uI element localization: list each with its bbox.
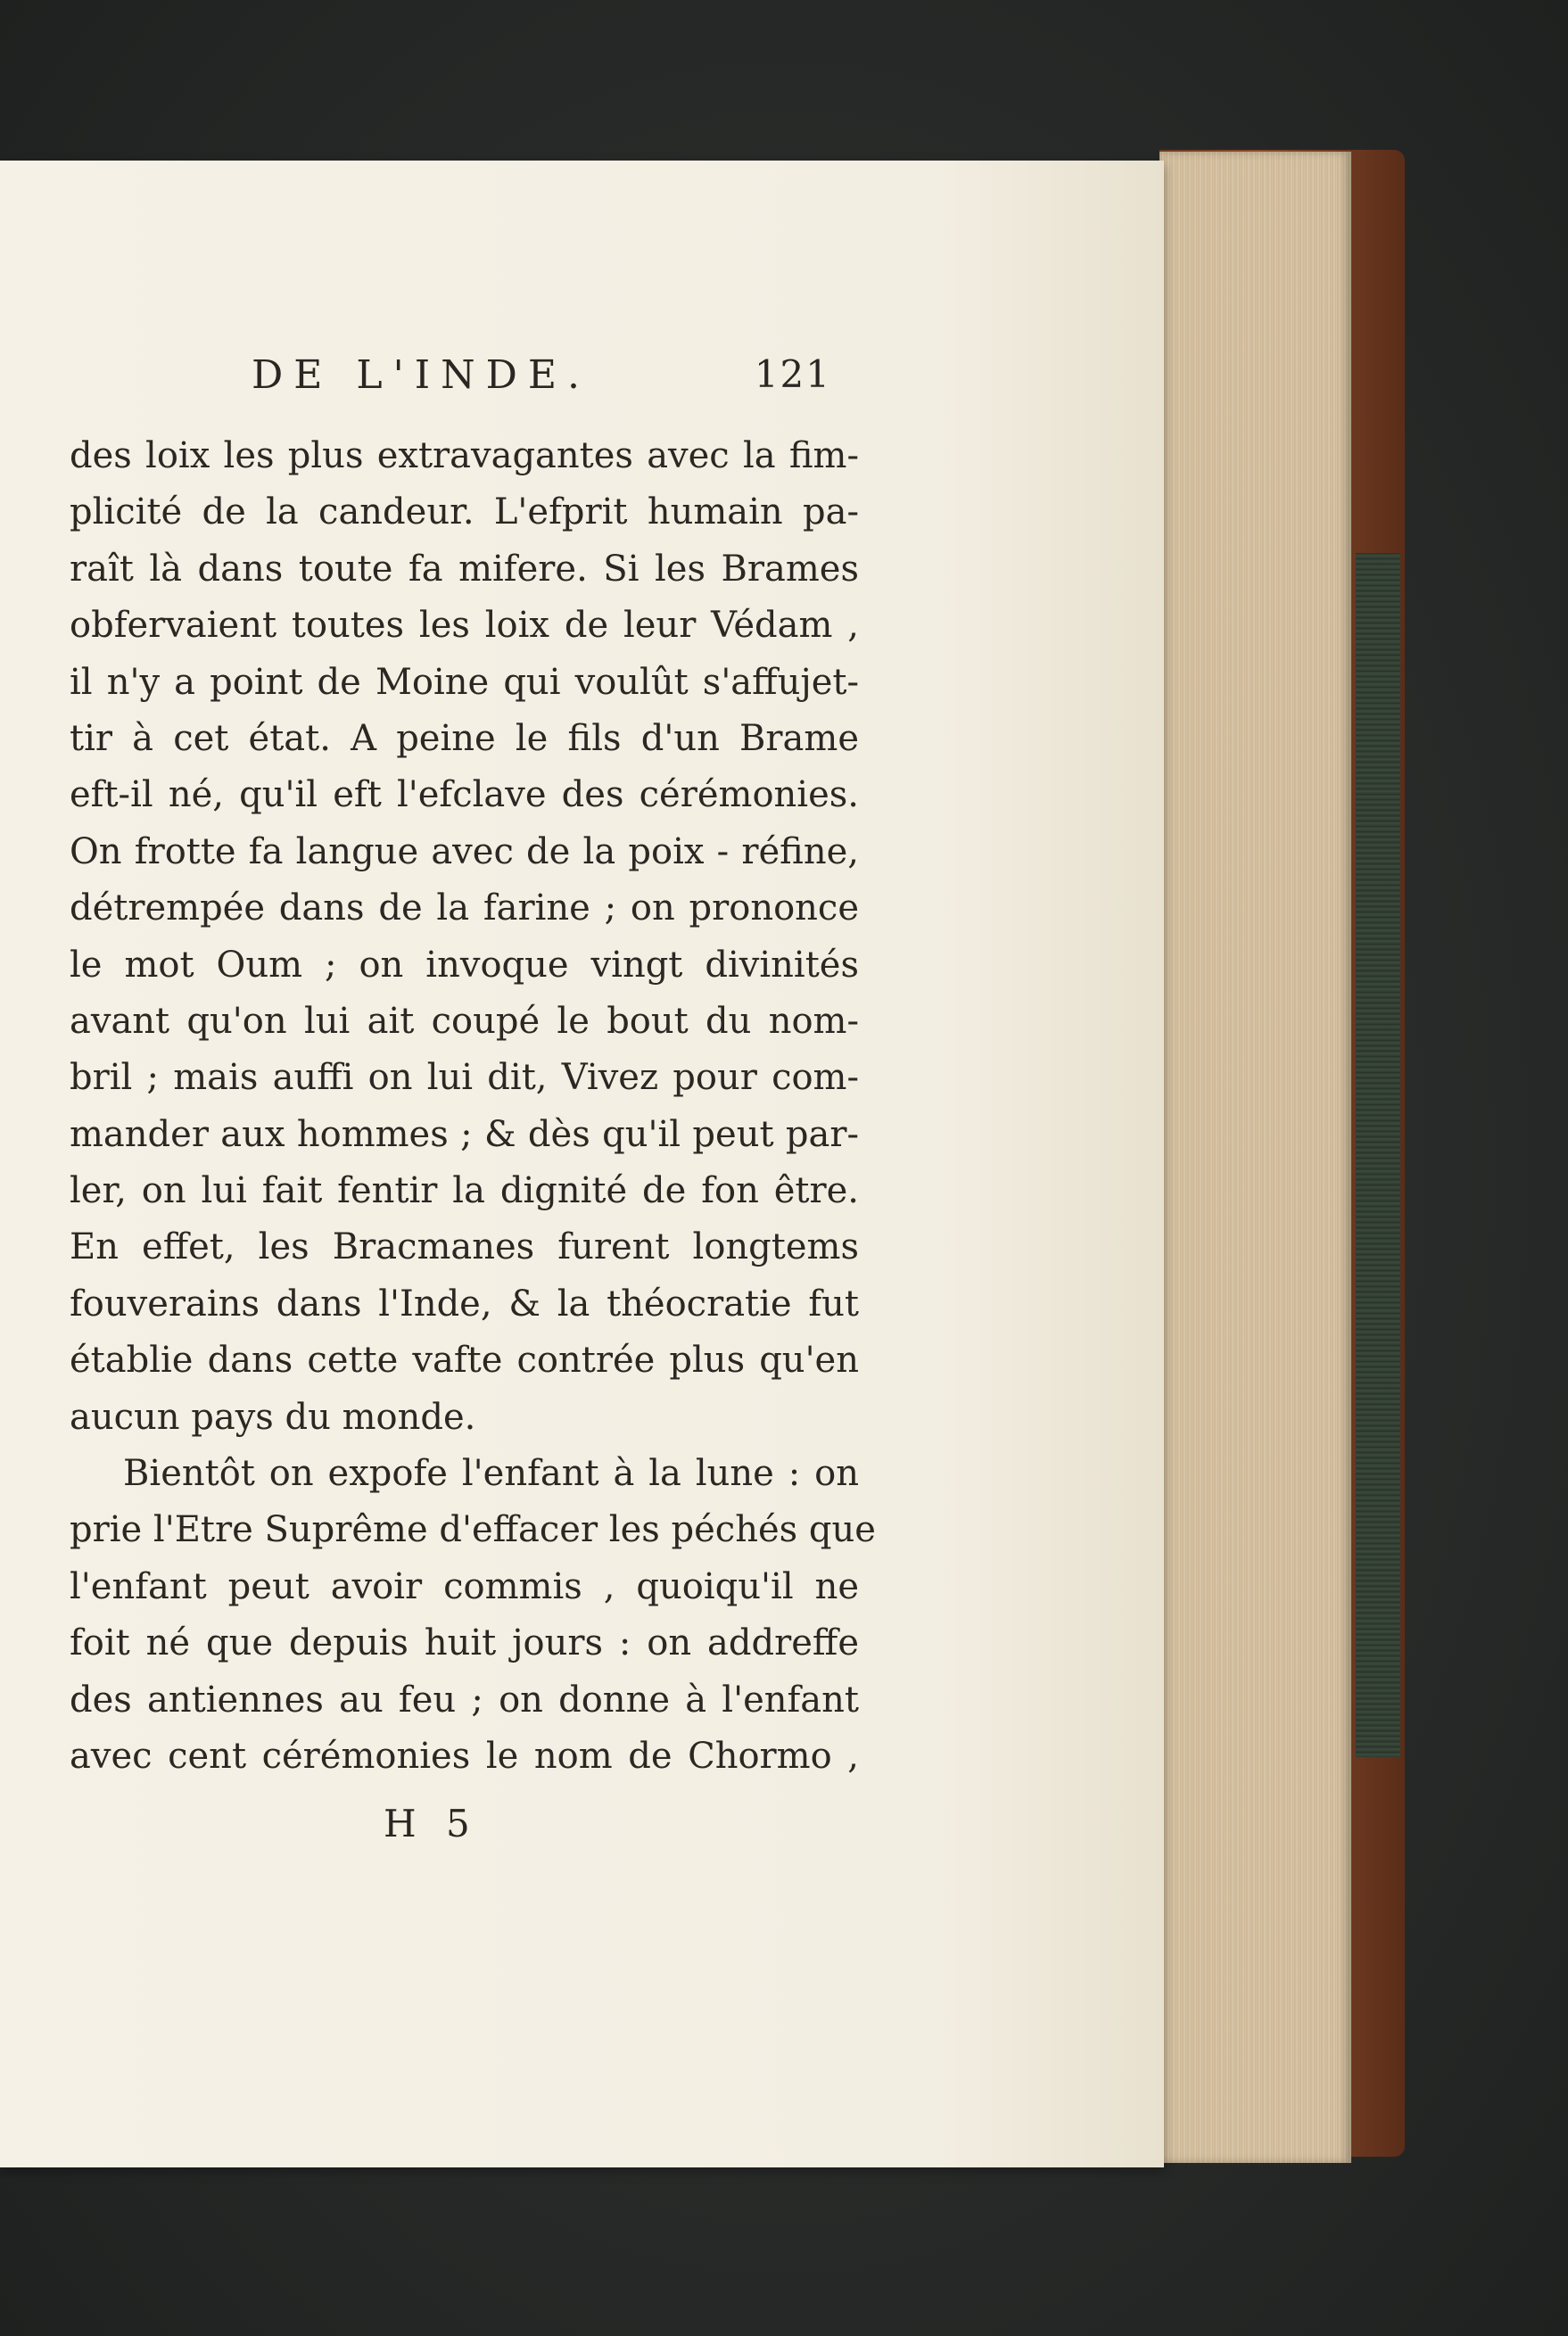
running-head: DE L'INDE.: [252, 352, 590, 398]
text-line: Bientôt on expofe l'enfant à la lune : on: [123, 1453, 859, 1495]
text-line: raît là dans toute fa mifere. Si les Brames: [70, 548, 859, 590]
signature-mark: H 5: [384, 1802, 479, 1845]
text-line: plicité de la candeur. L'efprit humain pa-: [70, 491, 859, 533]
page-header: [252, 352, 831, 406]
text-line: eft-il né, qu'il eft l'efclave des cérémonies.: [70, 774, 859, 816]
text-line: détrempée dans de la farine ; on prononce: [70, 887, 859, 929]
text-line: des loix les plus extravagantes avec la fim-: [70, 435, 859, 476]
text-line: bril ; mais auffi on lui dit, Vivez pour com-: [70, 1057, 859, 1099]
text-line: obfervaient toutes les loix de leur Védam ,: [70, 605, 859, 647]
text-line: le mot Oum ; on invoque vingt divinités: [70, 944, 859, 986]
page-edges: [1159, 152, 1351, 2163]
text-line: tir à cet état. A peine le fils d'un Brame: [70, 717, 859, 759]
text-line: mander aux hommes ; & dès qu'il peut par-: [70, 1113, 859, 1155]
body-text: [70, 428, 876, 1785]
text-line: avec cent cérémonies le nom de Chormo ,: [70, 1735, 859, 1777]
text-line: En effet, les Bracmanes furent longtems: [70, 1226, 859, 1268]
text-line: fouverains dans l'Inde, & la théocratie fut: [70, 1283, 859, 1325]
text-line: établie dans cette vafte contrée plus qu'en: [70, 1340, 859, 1382]
text-line: foit né que depuis huit jours : on addreffe: [70, 1622, 859, 1664]
text-line: des antiennes au feu ; on donne à l'enfant: [70, 1679, 859, 1721]
text-line: avant qu'on lui ait coupé le bout du nom-: [70, 1000, 859, 1042]
page-number: 121: [754, 352, 831, 396]
text-line: On frotte fa langue avec de la poix - réfine,: [70, 830, 859, 872]
text-line: ler, on lui fait fentir la dignité de fon être.: [70, 1170, 859, 1212]
text-line: il n'y a point de Moine qui voulût s'affujet-: [70, 661, 859, 703]
text-line: l'enfant peut avoir commis , quoiqu'il ne: [70, 1565, 859, 1607]
text-line: prie l'Etre Suprême d'effacer les péchés que: [70, 1509, 876, 1551]
text-line: aucun pays du monde.: [70, 1396, 476, 1438]
cover-cloth: [1356, 553, 1400, 1757]
